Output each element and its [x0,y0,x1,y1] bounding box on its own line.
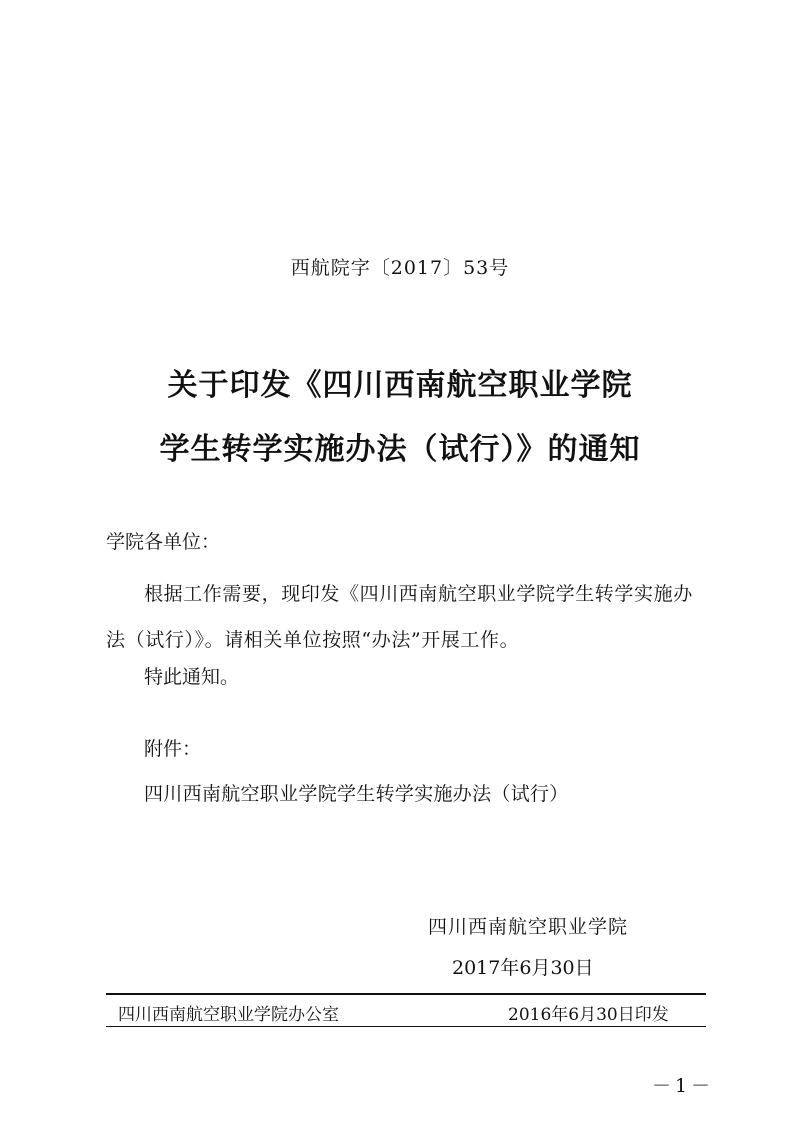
addressee: 学院各单位： [106,531,221,553]
footer-bottom-rule [106,1026,706,1027]
page-number: －1－ [652,1075,715,1097]
attachment-item: 四川西南航空职业学院学生转学实施办法（试行） [144,783,569,805]
footer-top-rule [106,993,706,995]
title-line-2: 学生转学实施办法（试行）》的通知 [159,432,641,467]
signer-name: 四川西南航空职业学院 [428,916,629,938]
document-number: 西航院字〔2017〕53号 [290,257,510,279]
body-paragraph: 根据工作需要，现印发《四川西南航空职业学院学生转学实施办法（试行）》。请相关单位按照“办法”开展工作。 [106,583,693,651]
title-line-1: 关于印发《四川西南航空职业学院 [167,368,633,403]
closing-text: 特此通知。 [144,666,240,688]
attachment-label: 附件： [144,738,202,760]
footer-issuer: 四川西南航空职业学院办公室 [118,1005,339,1025]
footer-print-date: 2016年6月30日印发 [508,1005,669,1025]
sign-date: 2017年6月30日 [452,957,594,979]
